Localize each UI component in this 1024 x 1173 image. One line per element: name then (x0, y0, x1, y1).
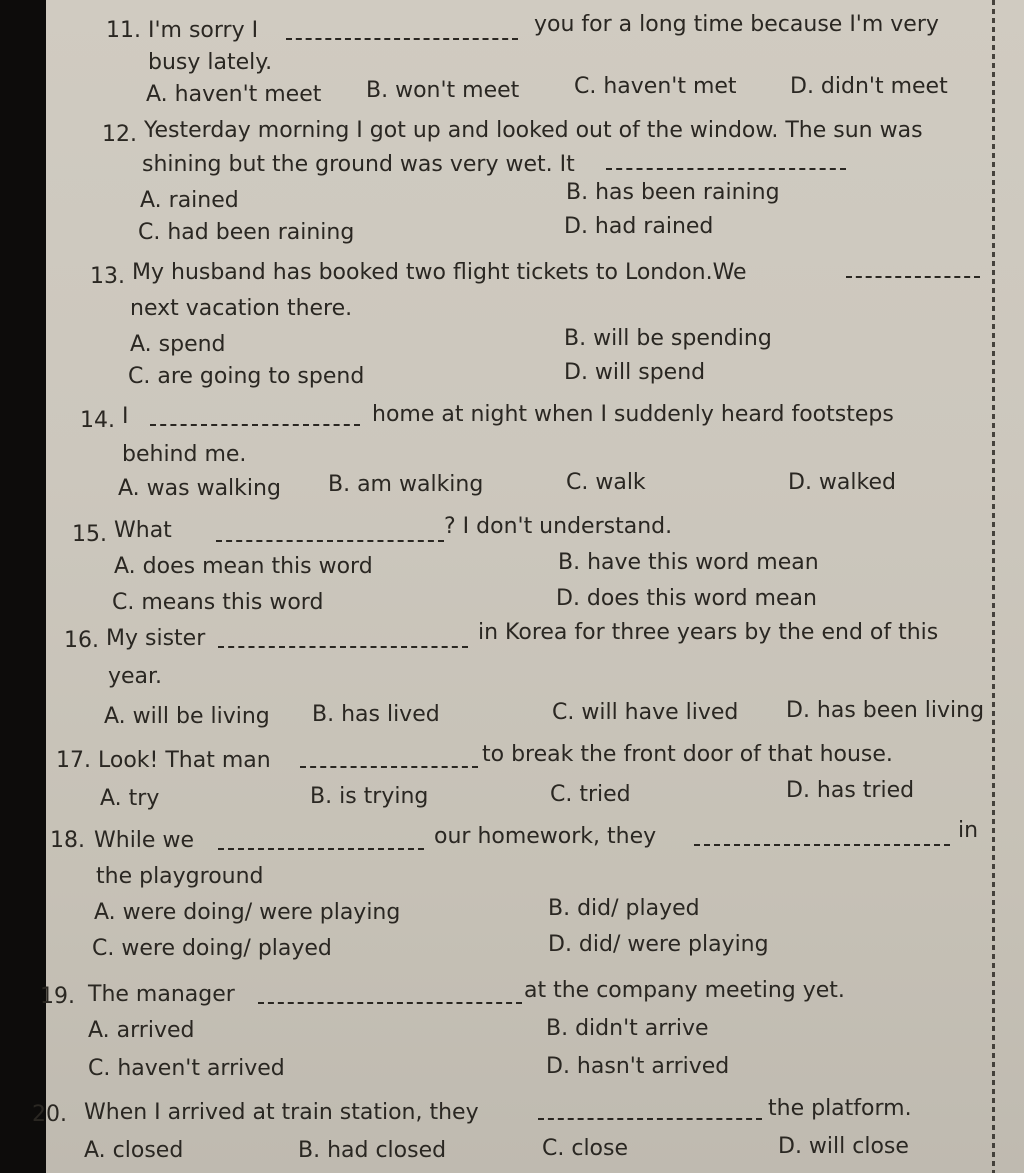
option-c[interactable]: C. close (542, 1136, 629, 1161)
question-text: shining but the ground was very wet. It (142, 152, 575, 177)
question-text: While we (94, 828, 194, 853)
option-d[interactable]: D. has been living (786, 698, 985, 723)
answer-blank[interactable] (216, 540, 444, 542)
question-number: 13. (90, 264, 125, 289)
answer-blank[interactable] (218, 848, 424, 850)
option-d[interactable]: D. walked (788, 470, 896, 495)
question-text: I (122, 404, 129, 429)
question-text: at the company meeting yet. (524, 978, 845, 1003)
option-d[interactable]: D. hasn't arrived (546, 1054, 730, 1079)
question-number: 12. (102, 122, 137, 147)
option-b[interactable]: B. has lived (312, 702, 440, 727)
option-c[interactable]: C. were doing/ played (92, 936, 332, 961)
question-text: the playground (96, 864, 264, 889)
option-b[interactable]: B. will be spending (564, 326, 772, 351)
question-number: 17. (56, 748, 91, 773)
question-number: 18. (50, 828, 85, 853)
worksheet-page (32, 0, 1024, 1173)
option-a[interactable]: A. does mean this word (114, 554, 373, 579)
answer-blank[interactable] (286, 38, 518, 40)
question-text: Look! That man (98, 748, 271, 773)
option-c[interactable]: C. are going to spend (128, 364, 365, 389)
option-b[interactable]: B. has been raining (566, 180, 780, 205)
answer-blank[interactable] (538, 1118, 762, 1120)
answer-blank[interactable] (218, 646, 468, 648)
option-b[interactable]: B. did/ played (548, 896, 700, 921)
option-d[interactable]: D. has tried (786, 778, 915, 803)
option-d[interactable]: D. does this word mean (556, 586, 817, 611)
option-b[interactable]: B. am walking (328, 472, 484, 497)
question-text: in Korea for three years by the end of this (478, 620, 939, 645)
question-text: Yesterday morning I got up and looked out of the window. The sun was (144, 118, 923, 143)
question-text: My sister (106, 626, 206, 651)
option-a[interactable]: A. try (100, 786, 160, 811)
question-number: 15. (72, 522, 107, 547)
option-d[interactable]: D. will spend (564, 360, 706, 385)
question-number: 20. (32, 1102, 67, 1127)
option-c[interactable]: C. means this word (112, 590, 324, 615)
option-c[interactable]: C. walk (566, 470, 646, 495)
question-text: The manager (88, 982, 235, 1007)
question-text: ? I don't understand. (444, 514, 673, 539)
option-d[interactable]: D. had rained (564, 214, 714, 239)
option-c[interactable]: C. had been raining (138, 220, 355, 245)
option-c[interactable]: C. tried (550, 782, 631, 807)
question-text: behind me. (122, 442, 247, 467)
question-text: to break the front door of that house. (482, 742, 893, 767)
answer-blank[interactable] (606, 168, 846, 170)
option-c[interactable]: C. haven't met (574, 74, 737, 99)
option-a[interactable]: A. rained (140, 188, 239, 213)
option-d[interactable]: D. did/ were playing (548, 932, 769, 957)
answer-blank[interactable] (258, 1002, 522, 1004)
question-text: busy lately. (148, 50, 273, 75)
question-text: the platform. (768, 1096, 912, 1121)
option-a[interactable]: A. will be living (104, 704, 270, 729)
question-number: 16. (64, 628, 99, 653)
option-b[interactable]: B. is trying (310, 784, 429, 809)
page-border (992, 0, 995, 1173)
question-text: in (958, 818, 979, 843)
answer-blank[interactable] (300, 766, 478, 768)
option-d[interactable]: D. will close (778, 1134, 909, 1159)
option-a[interactable]: A. haven't meet (146, 82, 322, 107)
option-a[interactable]: A. spend (130, 332, 226, 357)
option-a[interactable]: A. closed (84, 1138, 184, 1163)
question-text: My husband has booked two flight tickets to London.We (132, 260, 747, 285)
answer-blank[interactable] (694, 844, 950, 846)
question-number: 14. (80, 408, 115, 433)
option-b[interactable]: B. had closed (298, 1138, 447, 1163)
option-a[interactable]: A. were doing/ were playing (94, 900, 401, 925)
question-number: 19. (40, 984, 75, 1009)
answer-blank[interactable] (846, 276, 980, 278)
question-text: our homework, they (434, 824, 657, 849)
question-text: What (114, 518, 172, 543)
question-text: home at night when I suddenly heard footsteps (372, 402, 894, 427)
question-text: you for a long time because I'm very (534, 12, 939, 37)
option-c[interactable]: C. haven't arrived (88, 1056, 285, 1081)
option-c[interactable]: C. will have lived (552, 700, 739, 725)
question-text: year. (108, 664, 163, 689)
answer-blank[interactable] (150, 424, 360, 426)
option-a[interactable]: A. was walking (118, 476, 281, 501)
option-a[interactable]: A. arrived (88, 1018, 195, 1043)
option-b[interactable]: B. didn't arrive (546, 1016, 709, 1041)
question-text: When I arrived at train station, they (84, 1100, 479, 1125)
question-number: 11. (106, 18, 141, 43)
option-d[interactable]: D. didn't meet (790, 74, 948, 99)
question-text: next vacation there. (130, 296, 353, 321)
option-b[interactable]: B. have this word mean (558, 550, 819, 575)
option-b[interactable]: B. won't meet (366, 78, 520, 103)
question-text: I'm sorry I (148, 18, 259, 43)
